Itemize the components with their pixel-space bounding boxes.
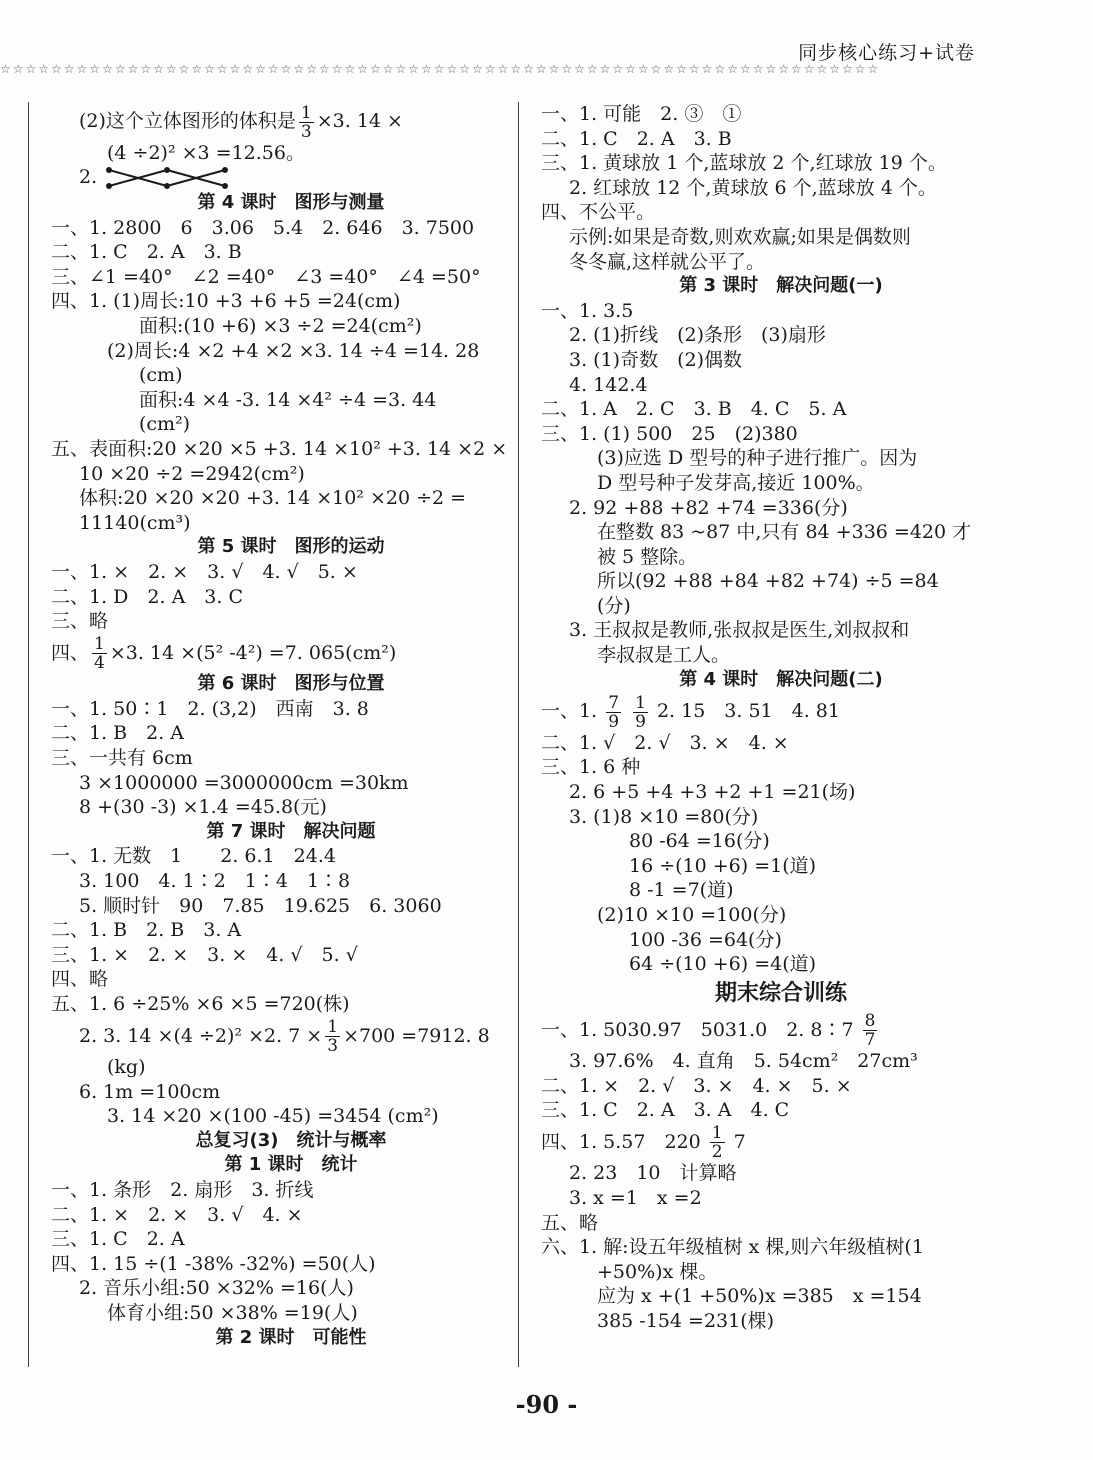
fraction [299, 104, 314, 141]
answer-line: 8 +(30 -3) ×1.4 =45.8(元) [79, 796, 327, 819]
answer-line: 体育小组:50 ×38% =19(人) [107, 1302, 358, 1325]
answer-line: 二、1. B 2. A [51, 722, 185, 745]
answer-line: 16 ÷(10 +6) =1(道) [629, 854, 817, 877]
text: 四、1. 5.57 220 [541, 1130, 701, 1153]
answer-line: 三、1. (1) 500 25 (2)380 [541, 422, 798, 445]
answer-line: 被 5 整除。 [597, 545, 698, 568]
answer-line: 五、略 [541, 1211, 599, 1234]
answer-line: 64 ÷(10 +6) =4(道) [629, 953, 817, 976]
denominator: 4 [94, 653, 105, 674]
answer-line: 在整数 83 ~87 中,只有 84 +336 =420 才 [597, 521, 972, 544]
answer-line [51, 1017, 531, 1056]
answer-line: 一、1. × 2. × 3. √ 4. √ 5. × [51, 561, 358, 583]
numerator: 1 [635, 692, 646, 713]
page-number: -90 - [515, 1390, 578, 1419]
answer-line [541, 692, 1021, 731]
answer-line [51, 102, 531, 141]
answer-line: (cm) [139, 364, 183, 387]
answer-line: 二、1. B 2. B 3. A [51, 919, 242, 942]
answer-line: 一、1. 50∶1 2. (3,2) 西南 3. 8 [51, 697, 369, 720]
answer-line: D 型号种子发芽高,接近 100%。 [597, 471, 875, 494]
answer-line: 六、1. 解:设五年级植树 x 棵,则六年级植树(1 [541, 1236, 924, 1259]
answer-line: 面积:(10 +6) ×3 ÷2 =24(cm²) [139, 315, 422, 338]
page-header-title: 同步核心练习+试卷 [798, 42, 975, 64]
answer-line: (4 ÷2)² ×3 =12.56。 [107, 141, 305, 164]
text: 7 [733, 1130, 746, 1153]
answer-line: 11140(cm³) [79, 511, 191, 534]
text: 2. 15 3. 51 4. 81 [656, 700, 840, 723]
answer-line: 二、1. C 2. A 3. B [541, 127, 732, 150]
numerator: 1 [711, 1123, 723, 1144]
denominator: 9 [635, 711, 646, 732]
denominator: 9 [608, 711, 620, 732]
answer-line: 三、∠1 =40° ∠2 =40° ∠3 =40° ∠4 =50° [51, 265, 481, 288]
answer-line [541, 1123, 1021, 1162]
answer-line: 二、1. C 2. A 3. B [51, 241, 242, 264]
numerator: 8 [864, 1011, 876, 1032]
section-heading: 总复习(3) 统计与概率 [195, 1129, 387, 1151]
denominator: 3 [300, 121, 312, 142]
section-heading: 第 6 课时 图形与位置 [197, 673, 385, 695]
answer-line: 一、1. 可能 2. ③ ① [541, 103, 742, 125]
answer-line: 三、略 [51, 610, 109, 633]
answer-line: (2)10 ×10 =100(分) [597, 903, 787, 926]
answer-line: 冬冬赢,这样就公平了。 [569, 250, 766, 273]
section-heading: 第 2 课时 可能性 [215, 1326, 367, 1348]
answer-line: 5. 顺时针 90 7.85 19.625 6. 3060 [79, 894, 442, 917]
text: 一、1. [541, 700, 598, 723]
text: ×700 =7912. 8 [343, 1024, 490, 1047]
star-border-decoration: ☆☆☆☆☆☆☆☆☆☆☆☆☆☆☆☆☆☆☆☆☆☆☆☆☆☆☆☆☆☆☆☆☆☆☆☆☆☆☆☆☆☆☆☆☆☆☆☆☆☆☆☆☆☆☆☆☆☆☆☆☆☆☆☆☆☆☆☆☆ [0, 62, 881, 76]
numerator: 7 [608, 692, 620, 713]
answer-line: 3. 王叔叔是教师,张叔叔是医生,刘叔叔和 [569, 619, 910, 642]
answer-line: 3. 97.6% 4. 直角 5. 54cm² 27cm³ [569, 1050, 918, 1073]
answer-line: (cm²) [139, 413, 191, 436]
answer-line: 二、1. A 2. C 3. B 4. C 5. A [541, 398, 847, 421]
answer-line: 二、1. × 2. × 3. √ 4. × [51, 1203, 303, 1226]
answer-line [51, 165, 531, 191]
answer-line: 一、1. 2800 6 3.06 5.4 2. 646 3. 7500 [51, 216, 475, 239]
answer-line: (2)周长:4 ×2 +4 ×2 ×3. 14 ÷4 =14. 28 [107, 339, 480, 362]
section-heading: 第 7 课时 解决问题 [206, 820, 376, 842]
answer-line: 385 -154 =231(棵) [597, 1310, 775, 1333]
answer-line: 3. 14 ×20 ×(100 -45) =3454 (cm²) [107, 1105, 439, 1128]
answer-line: 李叔叔是工人。 [597, 644, 731, 667]
answer-line: 四、1. 15 ÷(1 -38% -32%) =50(人) [51, 1252, 376, 1275]
answer-line: (3)应选 D 型号的种子进行推广。因为 [597, 447, 918, 470]
fraction [710, 1124, 725, 1161]
denominator: 7 [864, 1030, 876, 1051]
answer-line: 二、1. × 2. √ 3. × 4. × 5. × [541, 1074, 852, 1097]
fraction [633, 694, 648, 731]
answer-line: 2. 92 +88 +82 +74 =336(分) [569, 496, 848, 519]
answer-line: 二、1. D 2. A 3. C [51, 585, 243, 608]
answer-line: 三、1. 黄球放 1 个,蓝球放 2 个,红球放 19 个。 [541, 152, 947, 175]
section-heading: 第 5 课时 图形的运动 [197, 536, 385, 558]
section-heading: 第 1 课时 统计 [224, 1154, 358, 1176]
fraction [92, 635, 107, 672]
denominator: 3 [327, 1036, 339, 1057]
text: 2. 3. 14 ×(4 ÷2)² ×2. 7 × [79, 1024, 323, 1047]
answer-line: 100 -36 =64(分) [629, 928, 782, 951]
answer-line: 面积:4 ×4 -3. 14 ×4² ÷4 =3. 44 [139, 388, 437, 411]
fraction [325, 1018, 340, 1055]
answer-line: 3. (1)8 ×10 =80(分) [569, 805, 759, 828]
answer-line: 三、1. × 2. × 3. × 4. √ 5. √ [51, 943, 358, 966]
answer-line: 三、一共有 6cm [51, 747, 193, 770]
answer-line: 三、1. 6 种 [541, 756, 641, 779]
answer-line: 8 -1 =7(道) [629, 879, 734, 902]
answer-line: 4. 142.4 [569, 373, 648, 396]
answer-line: 2. 红球放 12 个,黄球放 6 个,蓝球放 4 个。 [569, 176, 937, 199]
answer-line: 四、1. (1)周长:10 +3 +6 +5 =24(cm) [51, 290, 401, 313]
text: 一、1. 5030.97 5031.0 2. 8∶7 [541, 1018, 854, 1041]
answer-line: 一、1. 无数 1 2. 6.1 24.4 [51, 845, 336, 868]
section-heading: 期末综合训练 [714, 980, 847, 1006]
answer-line: (kg) [107, 1056, 146, 1079]
answer-line: 3. (1)奇数 (2)偶数 [569, 348, 742, 371]
answer-line: 示例:如果是奇数,则欢欢赢;如果是偶数则 [569, 225, 911, 248]
answer-line: 二、1. √ 2. √ 3. × 4. × [541, 731, 789, 754]
left-column [28, 102, 531, 1367]
answer-line: 6. 1m =100cm [79, 1080, 221, 1103]
answer-line: (分) [597, 594, 631, 617]
answer-line: 四、略 [51, 968, 109, 991]
answer-line: 四、不公平。 [541, 201, 656, 224]
answer-line: 一、1. 条形 2. 扇形 3. 折线 [51, 1179, 314, 1202]
answer-line: 一、1. 3.5 [541, 299, 634, 322]
answer-line: 2. 23 10 计算略 [569, 1162, 737, 1185]
answer-line: 3. 100 4. 1∶2 1∶4 1∶8 [79, 870, 351, 893]
right-column [518, 102, 1021, 1367]
answer-line: 2. 6 +5 +4 +3 +2 +1 =21(场) [569, 780, 856, 803]
answer-line: 2. 音乐小组:50 ×32% =16(人) [79, 1277, 354, 1300]
text: ×3. 14 ×(5² -4²) =7. 065(cm²) [109, 641, 397, 664]
text: 四、 [51, 641, 90, 664]
answer-line: 2. (1)折线 (2)条形 (3)扇形 [569, 324, 826, 347]
answer-line: 80 -64 =16(分) [629, 830, 770, 853]
answer-line: 应为 x +(1 +50%)x =385 x =154 [597, 1285, 922, 1308]
answer-line: 三、1. C 2. A [51, 1228, 185, 1251]
answer-line: 所以(92 +88 +84 +82 +74) ÷5 =84 [597, 570, 939, 593]
section-heading: 第 4 课时 解决问题(二) [679, 668, 883, 690]
denominator: 2 [711, 1142, 723, 1163]
text: ×3. 14 × [316, 110, 403, 132]
text: (2)这个立体图形的体积是 [79, 110, 296, 132]
matching-lines-figure [103, 165, 233, 191]
fraction [606, 694, 621, 731]
numerator: 1 [94, 634, 105, 655]
fraction [863, 1012, 878, 1049]
numerator: 1 [300, 102, 312, 123]
answer-line: 10 ×20 ÷2 =2942(cm²) [79, 462, 305, 485]
answer-line: 三、1. C 2. A 3. A 4. C [541, 1099, 790, 1122]
answer-line: 五、表面积:20 ×20 ×5 +3. 14 ×10² +3. 14 ×2 × [51, 438, 508, 461]
section-heading: 第 3 课时 解决问题(一) [679, 275, 883, 297]
text: 2. [79, 166, 98, 189]
answer-line: 五、1. 6 ÷25% ×6 ×5 =720(株) [51, 993, 350, 1015]
section-heading: 第 4 课时 图形与测量 [197, 192, 385, 214]
answer-line: 3. x =1 x =2 [569, 1187, 702, 1210]
answer-line: 3 ×1000000 =3000000cm =30km [79, 771, 409, 794]
answer-line: +50%)x 棵。 [597, 1260, 718, 1283]
answer-line [541, 1011, 1021, 1050]
answer-line [51, 634, 531, 673]
numerator: 1 [327, 1017, 339, 1038]
answer-line: 体积:20 ×20 ×20 +3. 14 ×10² ×20 ÷2 = [79, 487, 467, 510]
